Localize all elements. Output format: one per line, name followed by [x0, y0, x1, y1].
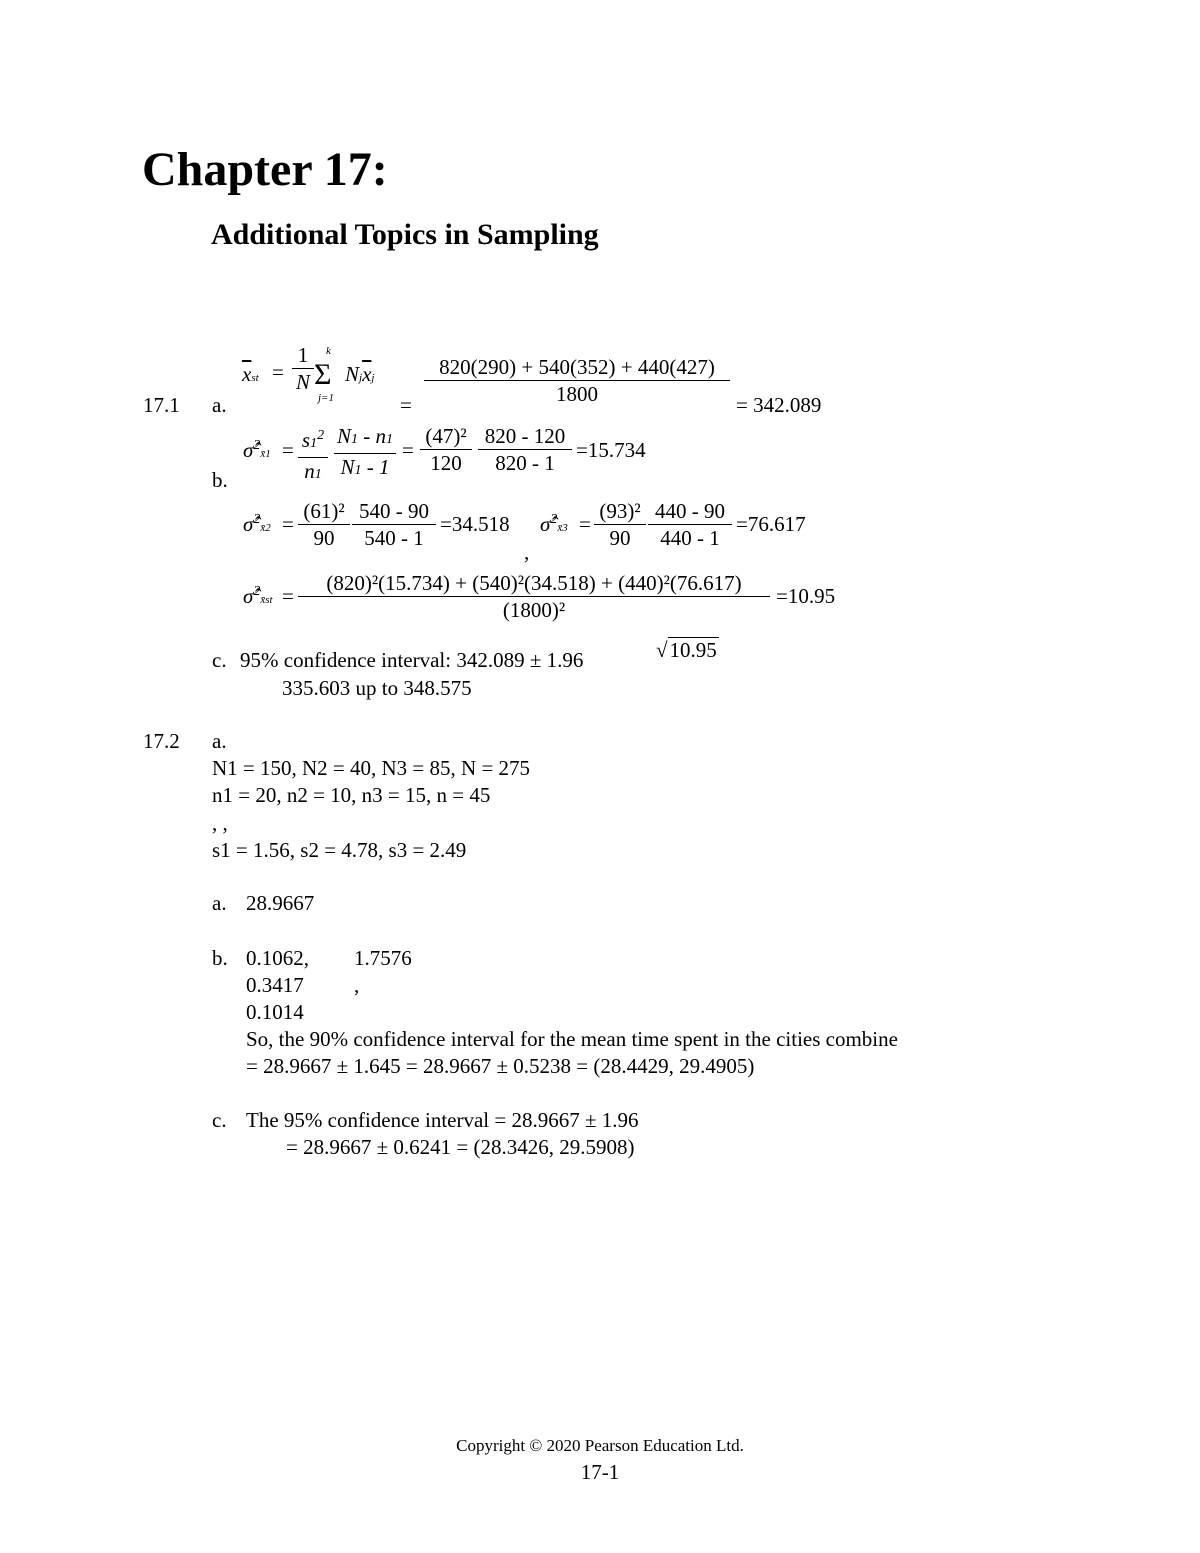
part-b-label-2: b.	[212, 946, 228, 970]
b-line5: = 28.9667 ± 1.645 = 28.9667 ± 0.5238 = (28.4429, 29.4905)	[246, 1054, 755, 1078]
part-a-intro-label: a.	[212, 729, 227, 753]
var3-result: =76.617	[736, 512, 806, 536]
part-a-label: a.	[212, 393, 227, 417]
std-devs: s1 = 1.56, s2 = 4.78, s3 = 2.49	[212, 838, 467, 862]
var1-result: =15.734	[576, 438, 646, 462]
problem-number-17-1: 17.1	[143, 393, 180, 417]
mean-result: = 342.089	[736, 393, 822, 417]
copyright-notice: Copyright © 2020 Pearson Education Ltd.	[456, 1436, 744, 1455]
b-line1-value2: 1.7576	[354, 946, 412, 970]
sqrt-expression: √10.95	[656, 638, 717, 662]
part-a-value: 28.9667	[246, 891, 315, 915]
b-line4: So, the 90% confidence interval for the mean time spent in the cities combine	[246, 1027, 898, 1051]
commas-line: , ,	[212, 811, 228, 835]
b-line1-value1: 0.1062,	[246, 946, 309, 970]
b-line3: 0.1014	[246, 1000, 304, 1024]
sample-sizes: n1 = 20, n2 = 10, n3 = 15, n = 45	[212, 783, 491, 807]
var3-num2: 440 - 90	[648, 498, 732, 525]
separator-comma: ,	[524, 540, 530, 564]
var1-num2: 820 - 120	[478, 423, 572, 450]
part-c-label-2: c.	[212, 1108, 227, 1132]
var-st-numerator: (820)²(15.734) + (540)²(34.518) + (440)²(76.617)	[298, 570, 770, 597]
b-line2-value2: ,	[354, 973, 360, 997]
var3-den1: 90	[609, 526, 631, 550]
var2-den2: 540 - 1	[364, 526, 424, 550]
mean-numerator: 820(290) + 540(352) + 440(427)	[424, 354, 730, 381]
part-a-label-2: a.	[212, 891, 227, 915]
var-st-result: =10.95	[776, 584, 836, 608]
sqrt-value: 10.95	[669, 638, 717, 662]
var-st-denominator: (1800)²	[502, 598, 566, 622]
var2-den1: 90	[313, 526, 335, 550]
ci-range: 335.603 up to 348.575	[282, 676, 472, 700]
var2-result: =34.518	[440, 512, 510, 536]
var2-num2: 540 - 90	[352, 498, 436, 525]
population-sizes: N1 = 150, N2 = 40, N3 = 85, N = 275	[212, 756, 531, 780]
var1-den2: 820 - 1	[495, 451, 555, 475]
part-b-label: b.	[212, 468, 228, 492]
part-c-label: c.	[212, 648, 227, 672]
ci-text: 95% confidence interval: 342.089 ± 1.96	[240, 648, 584, 672]
var3-den2: 440 - 1	[660, 526, 720, 550]
problem-number-17-2: 17.2	[143, 729, 180, 753]
c-line2: = 28.9667 ± 0.6241 = (28.3426, 29.5908)	[286, 1135, 635, 1159]
b-line2-value1: 0.3417	[246, 973, 304, 997]
var1-num1: (47)²	[420, 423, 472, 450]
chapter-subtitle: Additional Topics in Sampling	[211, 218, 599, 251]
var2-num1: (61)²	[298, 498, 350, 525]
var3-num1: (93)²	[594, 498, 646, 525]
page-number: 17-1	[580, 1460, 620, 1484]
chapter-title: Chapter 17:	[142, 143, 388, 196]
var1-den1: 120	[430, 451, 462, 475]
mean-denominator: 1800	[556, 382, 598, 406]
c-line1: The 95% confidence interval = 28.9667 ± 1.96	[246, 1108, 639, 1132]
